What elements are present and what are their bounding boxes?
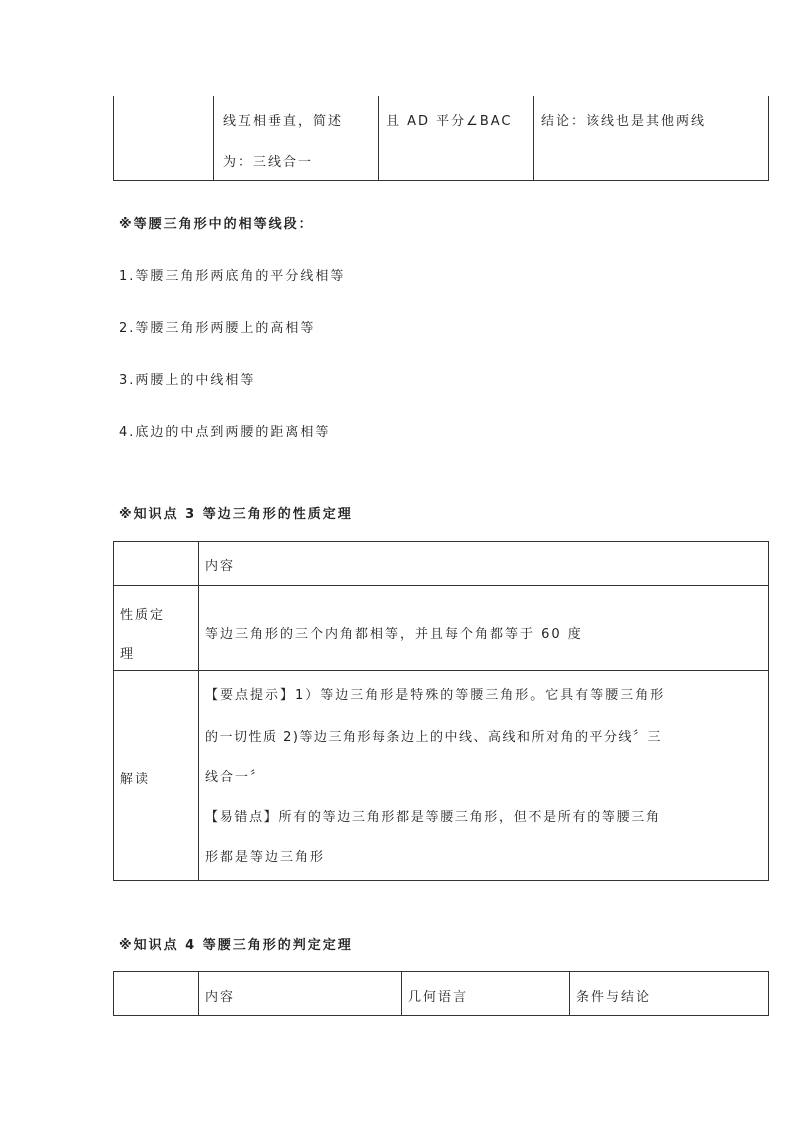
- top-table-vline-4: [768, 96, 769, 180]
- kp3-row2-line-3: 线合一〞: [205, 770, 266, 785]
- kp3-row2-line-5: 形都是等边三角形: [205, 850, 326, 865]
- top-col3-line1: 且 AD 平分∠BAC: [386, 114, 513, 129]
- kp3-row1-content-cell: [199, 586, 769, 671]
- top-col2-line2: 为：三线合一: [223, 155, 314, 170]
- kp3-row1-label-cell: [114, 586, 199, 671]
- kp3-row2-content-cell: [199, 671, 769, 881]
- top-col2-line1: 线互相垂直，简述: [223, 114, 344, 129]
- equal-segments-item-2: 2.等腰三角形两腰上的高相等: [119, 321, 316, 336]
- kp3-row2-label-cell: [114, 671, 199, 881]
- kp3-row1-label-line2: 理: [120, 647, 136, 662]
- kp3-row2-label: 解读: [120, 772, 151, 787]
- kp4-header-geometry: 几何语言: [408, 990, 469, 1005]
- top-table-vline-0: [113, 96, 114, 180]
- kp4-header-content-cell: [199, 972, 402, 1016]
- kp4-header-empty-cell: [114, 972, 199, 1016]
- kp4-table: [113, 971, 769, 1016]
- kp4-header-content: 内容: [205, 990, 236, 1005]
- kp3-table: [113, 541, 769, 881]
- kp3-row2-line-1: 【要点提示】1）等边三角形是特殊的等腰三角形。它具有等腰三角形: [205, 688, 666, 703]
- top-table-vline-2: [378, 96, 379, 180]
- kp3-heading: ※知识点 3 等边三角形的性质定理: [119, 507, 353, 522]
- top-table: [113, 96, 769, 181]
- kp3-header-content: 内容: [205, 559, 236, 574]
- kp4-header-conditions: 条件与结论: [576, 990, 652, 1005]
- equal-segments-item-4: 4.底边的中点到两腰的距离相等: [119, 425, 331, 440]
- kp3-row2-line-4: 【易错点】所有的等边三角形都是等腰三角形，但不是所有的等腰三角: [205, 810, 661, 825]
- kp3-header-empty-cell: [114, 542, 199, 586]
- kp3-row1-label-line1: 性质定: [120, 608, 166, 623]
- top-table-vline-1: [213, 96, 214, 180]
- kp3-row2-line-2: 的一切性质 2)等边三角形每条边上的中线、高线和所对角的平分线〞三: [205, 730, 662, 745]
- equal-segments-heading: ※等腰三角形中的相等线段：: [119, 217, 314, 232]
- kp3-row1-content: 等边三角形的三个内角都相等，并且每个角都等于 60 度: [205, 627, 583, 642]
- kp4-heading: ※知识点 4 等腰三角形的判定定理: [119, 938, 353, 953]
- kp4-header-conditions-cell: [570, 972, 769, 1016]
- top-col4-line1: 结论：该线也是其他两线: [541, 114, 707, 129]
- kp3-header-content-cell: [199, 542, 769, 586]
- kp4-header-geometry-cell: [402, 972, 570, 1016]
- equal-segments-item-1: 1.等腰三角形两底角的平分线相等: [119, 269, 346, 284]
- equal-segments-item-3: 3.两腰上的中线相等: [119, 373, 256, 388]
- top-table-vline-3: [533, 96, 534, 180]
